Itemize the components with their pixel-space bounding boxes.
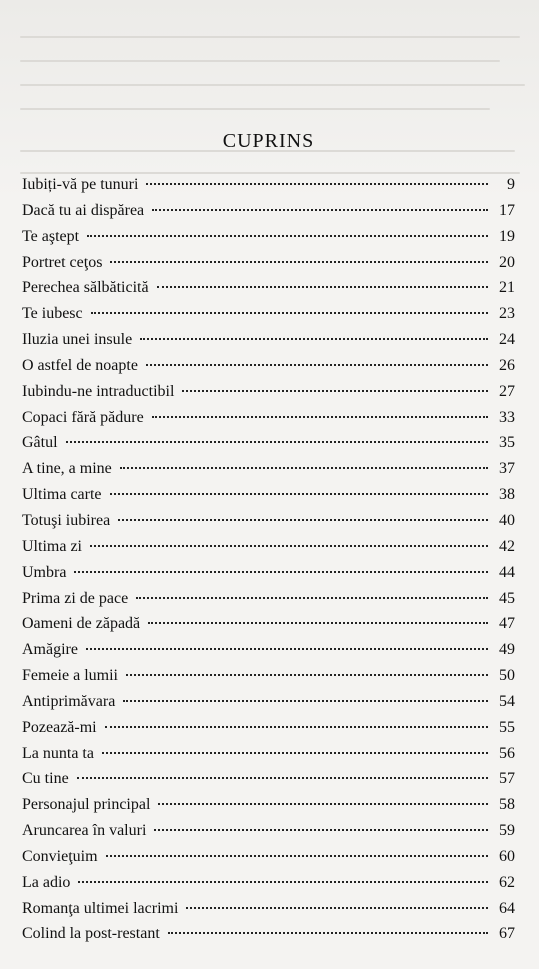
- toc-entry-title: Gâtul: [22, 434, 58, 452]
- dot-leader: [91, 312, 488, 314]
- table-of-contents: [22, 128, 515, 947]
- toc-entry-title: Dacă tu ai dispărea: [22, 201, 145, 219]
- toc-entry-page: 21: [499, 279, 515, 297]
- toc-entry: [22, 534, 515, 560]
- dot-leader: [158, 803, 488, 805]
- toc-entry-title: Totuşi iubirea: [22, 511, 111, 529]
- dot-leader: [146, 183, 488, 185]
- toc-entry: [22, 224, 515, 250]
- toc-entry: [22, 198, 515, 224]
- dot-leader: [74, 571, 488, 573]
- toc-entry-title: Convieţuim: [22, 847, 98, 865]
- toc-entry: [22, 250, 515, 276]
- toc-entry: [22, 327, 515, 353]
- toc-entry: [22, 818, 515, 844]
- toc-entry-page: 40: [499, 511, 515, 529]
- toc-entry: [22, 482, 515, 508]
- page-title: CUPRINS: [222, 130, 315, 152]
- toc-entry-title: Antiprimăvara: [22, 692, 116, 710]
- dot-leader: [66, 441, 488, 443]
- toc-entry-title: La nunta ta: [22, 744, 94, 762]
- dot-leader: [87, 235, 488, 237]
- toc-entry: [22, 844, 515, 870]
- toc-entry: [22, 766, 515, 792]
- toc-entry-page: 19: [499, 227, 515, 245]
- toc-entry: [22, 792, 515, 818]
- toc-entry: [22, 172, 515, 198]
- show-through-line: [20, 36, 520, 38]
- toc-entry: [22, 637, 515, 663]
- show-through-line: [20, 84, 525, 86]
- toc-entry: [22, 456, 515, 482]
- toc-entry-page: 49: [499, 641, 515, 659]
- toc-entry-page: 45: [499, 589, 515, 607]
- dot-leader: [154, 829, 488, 831]
- toc-entry: [22, 870, 515, 896]
- toc-entry-page: 54: [499, 692, 515, 710]
- dot-leader: [152, 416, 488, 418]
- toc-entry: [22, 301, 515, 327]
- dot-leader: [148, 622, 488, 624]
- toc-entry-title: Romanţa ultimei lacrimi: [22, 899, 179, 917]
- toc-entry-page: 64: [499, 899, 515, 917]
- dot-leader: [78, 881, 488, 883]
- toc-entry: [22, 405, 515, 431]
- toc-entry-title: Umbra: [22, 563, 67, 581]
- dot-leader: [110, 493, 488, 495]
- toc-entry-title: Perechea sălbăticită: [22, 279, 149, 297]
- toc-entry-page: 26: [499, 356, 515, 374]
- toc-entry: [22, 560, 515, 586]
- dot-leader: [140, 338, 488, 340]
- toc-entry-title: Iubiți-vă pe tunuri: [22, 176, 139, 193]
- toc-entry: [22, 379, 515, 405]
- dot-leader: [86, 648, 488, 650]
- toc-entry-page: 38: [499, 486, 515, 504]
- toc-entry-title: Amăgire: [22, 641, 78, 659]
- toc-entry-page: 23: [499, 305, 515, 323]
- toc-entry: [22, 741, 515, 767]
- toc-entry-title: Iubindu-ne intraductibil: [22, 382, 175, 400]
- toc-entry-page: 59: [499, 822, 515, 840]
- dot-leader: [110, 261, 488, 263]
- toc-entry-title: Oameni de zăpadă: [22, 615, 141, 633]
- toc-entry-page: 9: [507, 176, 515, 193]
- toc-entry: [22, 611, 515, 637]
- toc-entry-page: 57: [499, 770, 515, 788]
- toc-entry-page: 42: [499, 537, 515, 555]
- dot-leader: [90, 545, 488, 547]
- toc-entry-page: 27: [499, 382, 515, 400]
- toc-entry: [22, 896, 515, 922]
- toc-entry-title: La adio: [22, 873, 71, 891]
- toc-entry-page: 33: [499, 408, 515, 426]
- toc-entry-page: 58: [499, 796, 515, 814]
- toc-entry-title: O astfel de noapte: [22, 356, 138, 374]
- dot-leader: [168, 932, 488, 934]
- toc-entry-title: Iluzia unei insule: [22, 331, 133, 349]
- dot-leader: [118, 519, 488, 521]
- toc-entry: [22, 508, 515, 534]
- toc-entry: [22, 921, 515, 947]
- toc-entry-title: Te aştept: [22, 227, 80, 245]
- toc-entry-page: 17: [499, 201, 515, 219]
- toc-entry-page: 35: [499, 434, 515, 452]
- dot-leader: [123, 700, 488, 702]
- dot-leader: [105, 726, 488, 728]
- toc-entry-title: Personajul principal: [22, 796, 151, 814]
- toc-entry: [22, 430, 515, 456]
- toc-entry: [22, 586, 515, 612]
- toc-entry-title: Pozează-mi: [22, 718, 97, 736]
- toc-entry-title: Ultima carte: [22, 486, 102, 504]
- toc-entry-title: Cu tine: [22, 770, 69, 788]
- toc-entry-page: 24: [499, 331, 515, 349]
- toc-entry-page: 20: [499, 253, 515, 271]
- toc-entry-page: 62: [499, 873, 515, 891]
- toc-entry-page: 44: [499, 563, 515, 581]
- toc-entry-title: Prima zi de pace: [22, 589, 129, 607]
- toc-entry-page: 67: [499, 925, 515, 943]
- toc-entry-title: Colind la post-restant: [22, 925, 160, 943]
- toc-entry-title: A tine, a mine: [22, 460, 112, 478]
- dot-leader: [146, 364, 488, 366]
- dot-leader: [106, 855, 488, 857]
- toc-entry-title: Ultima zi: [22, 537, 82, 555]
- toc-list: [22, 172, 515, 947]
- dot-leader: [186, 907, 488, 909]
- toc-entry-title: Portret ceţos: [22, 253, 103, 271]
- dot-leader: [77, 777, 488, 779]
- toc-entry-page: 37: [499, 460, 515, 478]
- show-through-line: [20, 108, 490, 110]
- show-through-line: [20, 60, 500, 62]
- toc-entry-page: 47: [499, 615, 515, 633]
- toc-entry-page: 56: [499, 744, 515, 762]
- dot-leader: [126, 674, 488, 676]
- toc-entry: [22, 715, 515, 741]
- toc-entry-page: 60: [499, 847, 515, 865]
- dot-leader: [182, 390, 488, 392]
- toc-entry-title: Te iubesc: [22, 305, 83, 323]
- toc-entry: [22, 353, 515, 379]
- dot-leader: [136, 597, 488, 599]
- dot-leader: [152, 209, 488, 211]
- dot-leader: [120, 467, 488, 469]
- dot-leader: [157, 286, 488, 288]
- toc-entry: [22, 663, 515, 689]
- toc-entry-page: 55: [499, 718, 515, 736]
- toc-entry: [22, 275, 515, 301]
- toc-entry-title: Femeie a lumii: [22, 667, 118, 685]
- toc-entry-page: 50: [499, 667, 515, 685]
- toc-entry: [22, 689, 515, 715]
- dot-leader: [102, 752, 488, 754]
- toc-entry-title: Aruncarea în valuri: [22, 822, 147, 840]
- toc-entry-title: Copaci fără pădure: [22, 408, 144, 426]
